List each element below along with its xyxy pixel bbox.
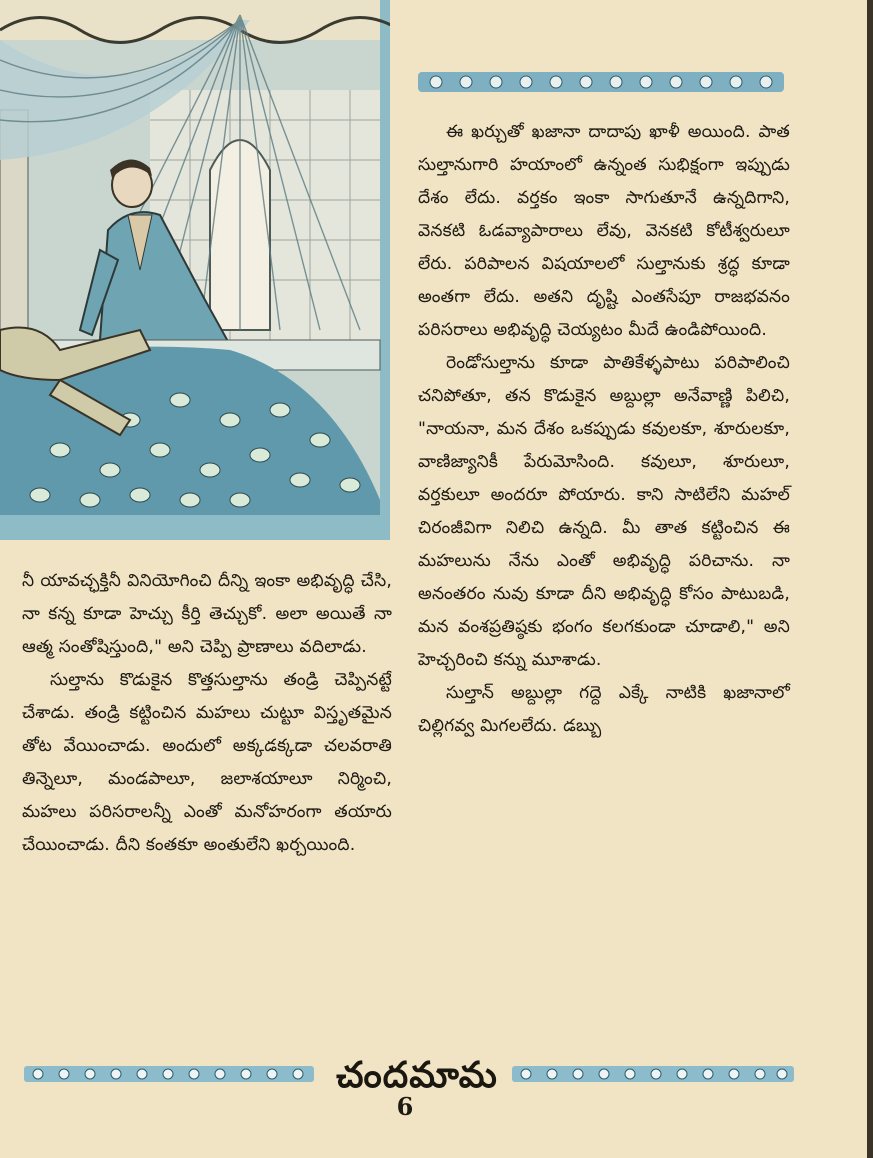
- page-number: 6: [396, 1092, 414, 1121]
- right-text-column: [418, 116, 790, 743]
- paragraph: నీ యావచ్ఛక్తినీ వినియోగించి దీన్ని ఇంకా అభివృద్ధి చేసి, నా కన్న కూడా హెచ్చు కీర్తి తెచ్చుకో. అలా అయితే నా ఆత్మ సంతోషిస్తుంది," అని చెప్పి ప్రాణాలు వదిలాడు.: [22, 571, 392, 657]
- magazine-title: చందమామ: [336, 1054, 498, 1096]
- page-edge: [867, 0, 873, 1158]
- paragraph: ఈ ఖర్చుతో ఖజానా దాదాపు ఖాళీ అయింది. పాత సుల్తానుగారి హయాంలో ఉన్నంత సుభిక్షంగా ఇప్పుడు దేశం లేదు. వర్తకం ఇంకా సాగుతూనే ఉన్నదిగాని, వెనకటి ఓడవ్యాపారాలు లేవు, వెనకటి కోటీశ్వరులూ లేరు. పరిపాలన విషయాలలో సుల్తానుకు శ్రద్ధ కూడా అంతగా లేదు. అతని దృష్టి ఎంతసేపూ రాజభవనం పరిసరాలు అభివృద్ధి చెయ్యటం మీదే ఉండిపోయింది.: [418, 122, 790, 340]
- paragraph: రెండోసుల్తాను కూడా పాతికేళ్ళపాటు పరిపాలించి చనిపోతూ, తన కొడుకైన అబ్దుల్లా అనేవాణ్ణి పిలిచి, "నాయనా, మన దేశం ఒకప్పుడు కవులకూ, శూరులకూ, వాణిజ్యానికీ పేరుమోసింది. కవులూ, శూరులూ, వర్తకులూ అందరూ పోయారు. కాని సాటిలేని మహల్ చిరంజీవిగా నిలిచి ఉన్నది. మీ తాత కట్టించిన ఈ మహలును నేను ఎంతో అభివృద్ధి పరిచాను. నా అనంతరం నువు కూడా దీని అభివృద్ధి కోసం పాటుబడి, మన వంశప్రతిష్ఠకు భంగం కలగకుండా చూడాలి," అని హెచ్చరించి కన్ను మూశాడు.: [418, 353, 790, 670]
- ornament-border-footer-left: [24, 1062, 314, 1086]
- ornament-border-top: [418, 68, 784, 96]
- ornament-border-footer-right: [512, 1062, 794, 1086]
- paragraph: సుల్తాన్ అబ్దుల్లా గద్దె ఎక్కే నాటికి ఖజానాలో చిల్లిగవ్వ మిగలలేదు. డబ్బు: [418, 683, 790, 736]
- left-text-column: [22, 565, 392, 862]
- paragraph: సుల్తాను కొడుకైన కొత్తసుల్తాను తండ్రి చెప్పినట్టే చేశాడు. తండ్రి కట్టించిన మహలు చుట్టూ విస్తృతమైన తోట వేయించాడు. అందులో అక్కడక్కడా చలవరాతి తిన్నెలూ, మండపాలూ, జలాశయాలూ నిర్మించి, మహలు పరిసరాలన్నీ ఎంతో మనోహరంగా తయారు చేయించాడు. దీని కంతకూ అంతులేని ఖర్చయింది.: [22, 670, 392, 855]
- sultan-deathbed-illustration: [0, 0, 390, 540]
